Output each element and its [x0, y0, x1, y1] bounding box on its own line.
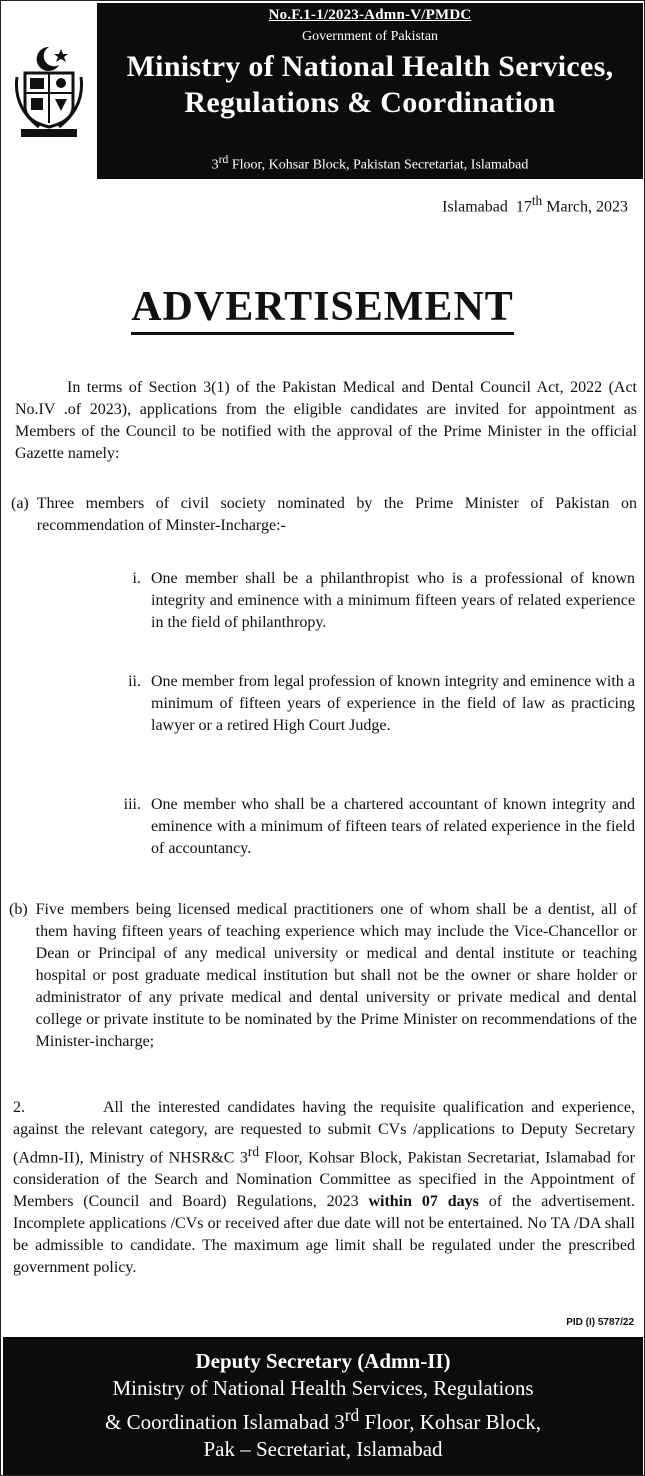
list-item-b-label: (b): [9, 901, 28, 918]
intro-paragraph: In terms of Section 3(1) of the Pakistan Medical and Dental Council Act, 2022 (Act No.IV .of 2023), applications from the eligible candidates are invited for appointment as Members of the Council to be notified with the approval of the Prime Minister in the official Gazette namely:: [15, 379, 637, 462]
list-item-a: [11, 493, 637, 537]
list-item-a-text: Three members of civil society nominated by the Prime Minister of Pakistan on recommendation of Minster-Incharge:-: [36, 495, 637, 534]
footer-title: Deputy Secretary (Admn-II): [195, 1349, 451, 1373]
sub-item-ii-number: ii.: [128, 673, 141, 690]
sub-item-i-number: i.: [132, 570, 141, 587]
paragraph-2-text-mid: Floor, Kohsar Block, Pakistan Secretariat, Islamabad for consideration of the Search and Nomination Committee as specified in the Appointment of Members (Council and Board) Regulations, 2023: [13, 1149, 635, 1211]
emblem-area: [3, 3, 95, 179]
list-item-a-label: (a): [11, 495, 29, 512]
sub-item-iii: [113, 794, 635, 860]
government-label: Government of Pakistan: [301, 29, 439, 44]
pakistan-state-emblem-icon: [11, 43, 87, 139]
ministry-name: [97, 49, 643, 121]
ministry-address: [97, 153, 643, 174]
paragraph-2-floor-suffix: rd: [247, 1144, 259, 1159]
paragraph-2-number: 2.: [13, 1099, 25, 1116]
paragraph-2-text-end: of the advertisement. Incomplete applications /CVs or received after due date will not be entertained. No TA /DA shall be admissible to candidate. The maximum age limit shall be regulated under the prescribed government policy.: [13, 1193, 635, 1277]
sub-item-i-text: One member shall be a philanthropist who is a professional of known integrity and eminence with a minimum fifteen years of related experience in the field of philanthropy.: [151, 570, 635, 631]
footer-line-2-end: Floor, Kohsar Block,: [359, 1410, 542, 1434]
contact-footer: [3, 1337, 643, 1475]
ministry-name-line-1: Ministry of National Health Services,: [126, 50, 614, 83]
date-month-year: March, 2023: [542, 198, 628, 216]
date-city: Islamabad: [442, 198, 508, 216]
sub-item-ii: [113, 671, 635, 737]
reference-number: No.F.1-1/2023-Admn-V/PMDC: [268, 7, 472, 23]
sub-item-i: [113, 568, 635, 634]
footer-floor-suffix: rd: [344, 1405, 360, 1425]
date-day: 17: [515, 198, 532, 216]
ministry-name-line-2: Regulations & Coordination: [184, 86, 556, 119]
footer-line-2: [3, 1402, 643, 1436]
footer-line-1: Ministry of National Health Services, Regulations: [112, 1376, 534, 1400]
footer-address: [3, 1375, 643, 1463]
footer-line-2-start: & Coordination Islamabad 3: [104, 1410, 345, 1434]
footer-line-3: Pak – Secretariat, Islamabad: [203, 1437, 443, 1461]
sub-item-ii-text: One member from legal profession of known integrity and eminence with a minimum of fifteen years of experience in the field of law as practicing lawyer or a retired High Court Judge.: [151, 673, 635, 734]
pid-number: PID (I) 5787/22: [566, 1317, 634, 1328]
issue-date: [442, 193, 628, 216]
address-floor: 3: [211, 157, 219, 173]
paragraph-2-deadline: within 07 days: [368, 1193, 479, 1211]
sub-item-iii-text: One member who shall be a chartered accountant of known integrity and eminence with a minimum of fifteen tears of related experience in the field of accountancy.: [151, 796, 635, 857]
paragraph-2-text-start: All the interested candidates having the requisite qualification and experience, against the relevant category, are requested to submit CVs /applications to Deputy Secretary (Admn-II), Ministry of NHSR&C 3: [13, 1099, 635, 1167]
page-title: [1, 283, 644, 331]
address-rest: Floor, Kohsar Block, Pakistan Secretariat, Islamabad: [228, 157, 529, 173]
ministry-header: [97, 3, 643, 179]
sub-item-iii-number: iii.: [123, 796, 141, 813]
date-day-suffix: th: [531, 193, 543, 208]
list-item-b-text: Five members being licensed medical practitioners one of whom shall be a dentist, all of them having fifteen years of teaching experience which may include the Vice-Chancellor or Dean or Principal of any medical university or medical and dental institute or teaching hospital or post graduate medical institution but shall not be the owner or share holder or administrator of any private medical and dental university or private medical and dental college or private institute to be nominated by the Prime Minister on recommendations of the Minister-incharge;: [35, 901, 637, 1050]
address-floor-suffix: rd: [218, 153, 229, 166]
page-title-text: ADVERTISEMENT: [131, 284, 514, 335]
paragraph-2: [13, 1097, 635, 1279]
list-item-b: [9, 899, 637, 1053]
